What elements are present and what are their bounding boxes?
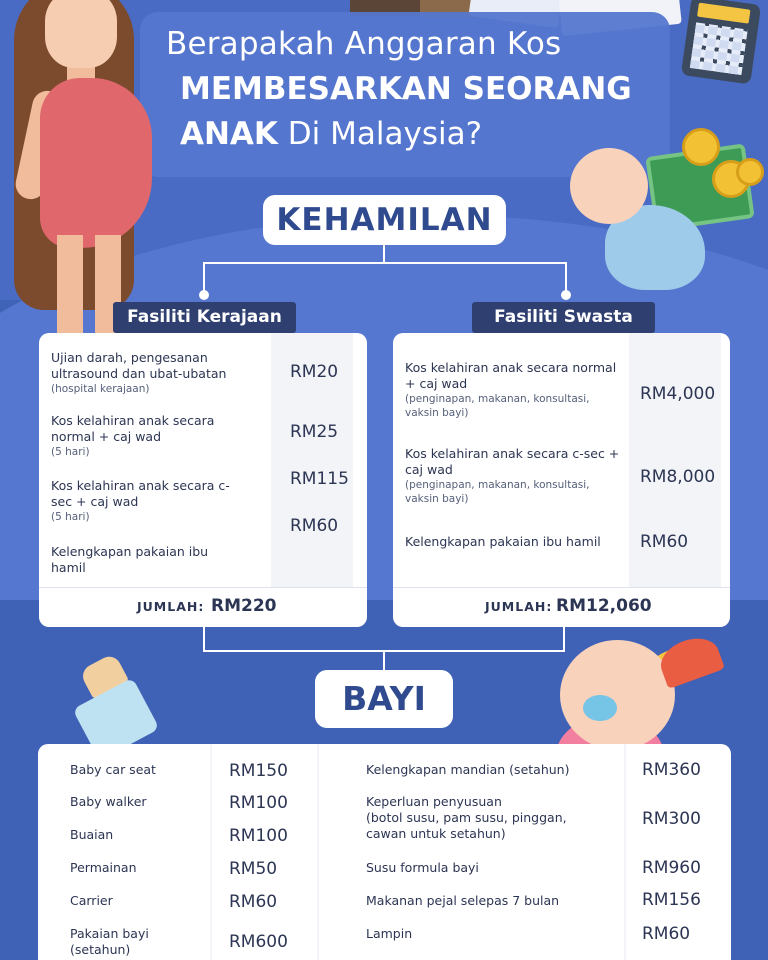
connector-line	[203, 627, 205, 652]
calculator-screen	[697, 3, 750, 24]
total-label: JUMLAH:	[485, 599, 553, 614]
total-value: RM220	[211, 596, 277, 616]
sleeping-baby-head	[560, 640, 675, 750]
item-text: Kelengkapan pakaian ibu hamil	[51, 544, 209, 575]
total-separator	[393, 587, 730, 588]
item-text: Kos kelahiran anak secara c-sec + caj wad	[405, 446, 620, 477]
list-item	[51, 413, 241, 459]
item-price: RM100	[229, 793, 288, 813]
connector-line	[383, 650, 385, 672]
calculator-icon	[681, 0, 761, 84]
item-text: Pakaian bayi	[70, 926, 149, 941]
total-separator	[39, 587, 367, 588]
title-line-3	[180, 116, 482, 152]
list-item	[366, 794, 596, 842]
list-item: Lampin	[366, 926, 413, 941]
item-note: (setahun)	[70, 942, 131, 957]
total-value: RM12,060	[556, 596, 652, 616]
item-text: Keperluan penyusuan	[366, 794, 502, 809]
section-heading-kehamilan: KEHAMILAN	[263, 195, 506, 245]
item-text: Kos kelahiran anak secara normal + caj wad	[51, 413, 215, 444]
list-item	[51, 544, 221, 576]
coin-icon	[682, 128, 720, 166]
connector-line	[563, 627, 565, 652]
item-price: RM600	[229, 932, 288, 952]
column-divider	[210, 744, 212, 960]
item-price: RM8,000	[640, 467, 716, 487]
tag-fasiliti-kerajaan: Fasiliti Kerajaan	[113, 302, 296, 333]
list-item: Carrier	[70, 893, 113, 908]
item-text: Ujian darah, pengesanan ultrasound dan ubat-ubatan	[51, 350, 227, 381]
item-price: RM300	[642, 809, 701, 829]
connector-line	[203, 262, 567, 264]
item-note: (penginapan, makanan, konsultasi, vaksin bayi)	[405, 479, 590, 505]
item-price: RM115	[290, 469, 349, 489]
item-price: RM100	[229, 826, 288, 846]
list-item	[405, 446, 625, 506]
list-item	[51, 350, 256, 396]
card-fasiliti-kerajaan	[39, 333, 367, 627]
title-line-3-bold: ANAK	[180, 116, 278, 152]
item-text: Kos kelahiran anak secara c-sec + caj wad	[51, 478, 230, 509]
tag-fasiliti-swasta: Fasiliti Swasta	[472, 302, 655, 333]
list-item	[405, 534, 625, 550]
list-item: Susu formula bayi	[366, 860, 479, 875]
card-bayi	[38, 744, 731, 960]
section-heading-bayi: BAYI	[315, 670, 453, 728]
woman-dress	[40, 78, 152, 248]
connector-dot	[199, 290, 209, 300]
list-item	[51, 478, 241, 524]
list-item: Baby car seat	[70, 762, 156, 777]
title-line-1: Berapakah Anggaran Kos	[166, 26, 562, 62]
item-note: (penginapan, makanan, konsultasi, vaksin bayi)	[405, 393, 590, 419]
item-note: (botol susu, pam susu, pinggan, cawan untuk setahun)	[366, 810, 567, 841]
title-line-3-rest: Di Malaysia?	[277, 116, 483, 152]
item-price: RM60	[642, 924, 691, 944]
list-item: Makanan pejal selepas 7 bulan	[366, 893, 560, 908]
list-item	[70, 926, 149, 958]
calculator-keys	[690, 22, 748, 75]
woman-leg	[57, 235, 83, 335]
card-fasiliti-swasta	[393, 333, 730, 627]
item-price: RM50	[229, 859, 278, 879]
item-price: RM60	[290, 516, 339, 536]
item-price: RM25	[290, 422, 339, 442]
list-item: Kelengkapan mandian (setahun)	[366, 762, 570, 777]
item-price: RM150	[229, 761, 288, 781]
connector-dot	[561, 290, 571, 300]
item-note: (hospital kerajaan)	[51, 383, 150, 395]
item-price: RM960	[642, 858, 701, 878]
list-item: Buaian	[70, 827, 114, 842]
item-text: Kelengkapan pakaian ibu hamil	[405, 534, 601, 549]
coin-icon	[736, 158, 764, 186]
pacifier-icon	[583, 695, 617, 721]
item-note: (5 hari)	[51, 446, 90, 458]
connector-line	[383, 245, 385, 263]
woman-face	[45, 0, 117, 68]
item-note: (5 hari)	[51, 511, 90, 523]
item-price: RM156	[642, 890, 701, 910]
item-price: RM4,000	[640, 384, 716, 404]
column-divider	[624, 744, 626, 960]
list-item	[405, 360, 625, 420]
item-price: RM60	[229, 892, 278, 912]
item-text: Kos kelahiran anak secara normal + caj wad	[405, 360, 617, 391]
list-item: Permainan	[70, 860, 137, 875]
baby-head	[570, 148, 648, 224]
title-line-2: MEMBESARKAN SEORANG	[180, 71, 632, 107]
item-price: RM360	[642, 760, 701, 780]
list-item: Baby walker	[70, 794, 147, 809]
total-label: JUMLAH:	[137, 599, 205, 614]
item-price: RM60	[640, 532, 689, 552]
column-divider	[317, 744, 319, 960]
item-price: RM20	[290, 362, 339, 382]
